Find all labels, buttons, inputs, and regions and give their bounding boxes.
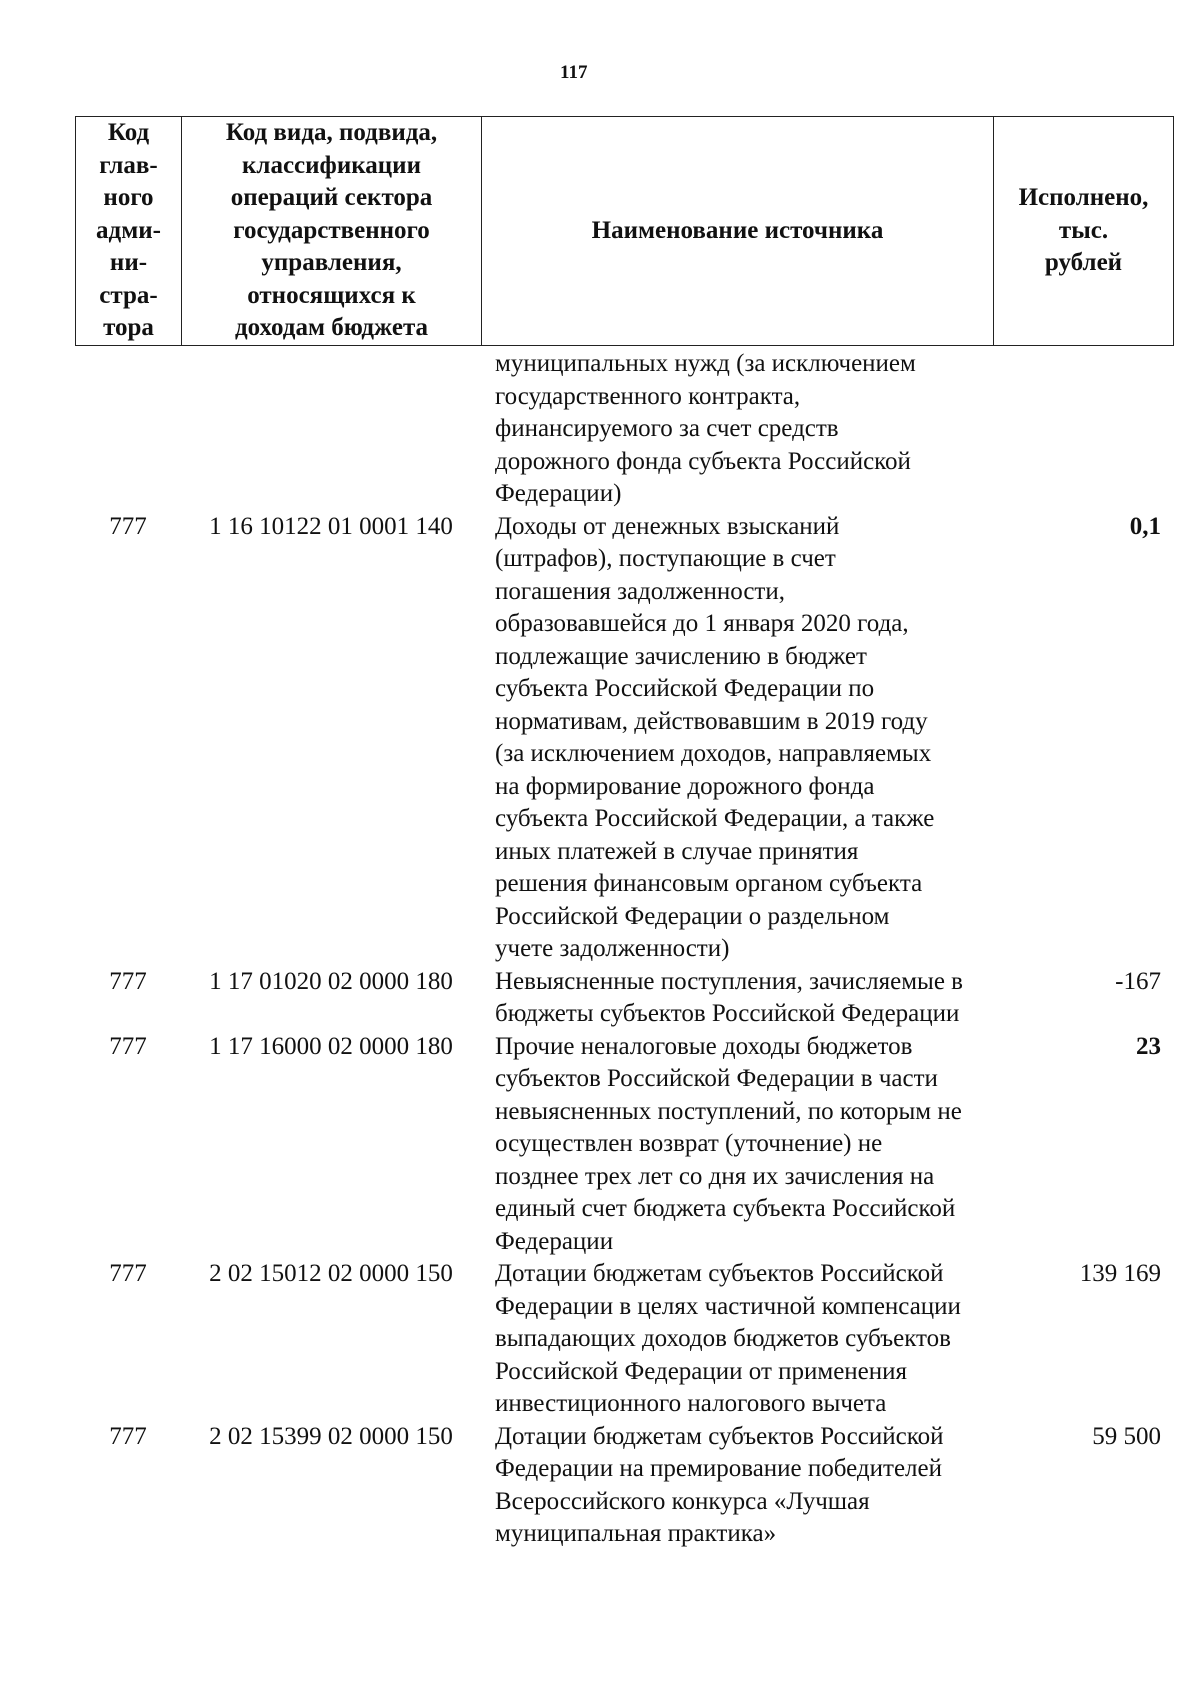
table-row — [75, 1421, 1173, 1551]
amount-cell: 23 — [1136, 1032, 1161, 1060]
table-header — [75, 116, 1174, 346]
table-row — [75, 1258, 1173, 1421]
admin-code-cell: 777 — [109, 512, 147, 540]
source-name-cell: Дотации бюджетам субъектов Российской Федерации на премирование победителей Всероссийского конкурса «Лучшая муниципальная практика» — [495, 1422, 944, 1547]
admin-code-cell: 777 — [109, 1260, 147, 1287]
admin-code-cell: 777 — [109, 1422, 147, 1450]
source-name-cell: муниципальных нужд (за исключением государственного контракта, финансируемого за счет средств дорожного фонда субъекта Российской Федерации) — [495, 350, 916, 507]
page-number: 117 — [560, 62, 588, 83]
source-name-cell: Доходы от денежных взысканий (штрафов), поступающие в счет погашения задолженности, образовавшейся до 1 января 2020 года, подлежащие зачислению в бюджет субъекта Российской Федерации по нормативам, действовавшим в 2019 году (за исключением доходов, направляемых на формирование дорожного фонда субъекта Российской Федерации, а также иных платежей в случае принятия решения финансовым органом субъекта Российской Федерации о раздельном учете задолженности) — [495, 512, 935, 962]
table-body — [75, 348, 1173, 1551]
source-name-cell: Невыясненные поступления, зачисляемые в бюджеты субъектов Российской Федерации — [495, 967, 963, 1027]
header-executed: Исполнено, тыс. рублей — [994, 117, 1174, 346]
source-name-cell: Дотации бюджетам субъектов Российской Федерации в целях частичной компенсации выпадающих доходов бюджетов субъектов Российской Федерации от применения инвестиционного налогового вычета — [495, 1260, 961, 1417]
header-type-code: Код вида, подвида, классификации операций сектора государственного управления, относящихся к доходам бюджета — [182, 117, 482, 346]
type-code-cell: 2 02 15399 02 0000 150 — [209, 1422, 453, 1450]
amount-cell: 59 500 — [1092, 1422, 1161, 1450]
header-admin-code: Код глав- ного адми- ни- стра- тора — [76, 117, 182, 346]
type-code-cell: 1 16 10122 01 0001 140 — [209, 512, 453, 540]
amount-cell — [993, 348, 1173, 511]
table-row — [75, 966, 1173, 1031]
table-row — [75, 1031, 1173, 1259]
type-code-cell — [181, 348, 481, 511]
source-name-cell: Прочие неналоговые доходы бюджетов субъектов Российской Федерации в части невыясненных поступлений, по которым не осуществлен возврат (уточнение) не позднее трех лет со дня их зачисления на единый счет бюджета субъекта Российской Федерации — [495, 1032, 962, 1255]
table-row — [75, 348, 1173, 511]
type-code-cell: 1 17 01020 02 0000 180 — [209, 967, 453, 995]
amount-cell: 0,1 — [1129, 512, 1161, 540]
admin-code-cell: 777 — [109, 967, 147, 995]
admin-code-cell: 777 — [109, 1032, 147, 1060]
amount-cell: 139 169 — [1079, 1260, 1161, 1287]
amount-cell: -167 — [1115, 967, 1161, 995]
header-source-name: Наименование источника — [482, 117, 994, 346]
table-row — [75, 511, 1173, 966]
admin-code-cell — [75, 348, 181, 511]
type-code-cell: 1 17 16000 02 0000 180 — [209, 1032, 453, 1060]
type-code-cell: 2 02 15012 02 0000 150 — [209, 1260, 453, 1287]
